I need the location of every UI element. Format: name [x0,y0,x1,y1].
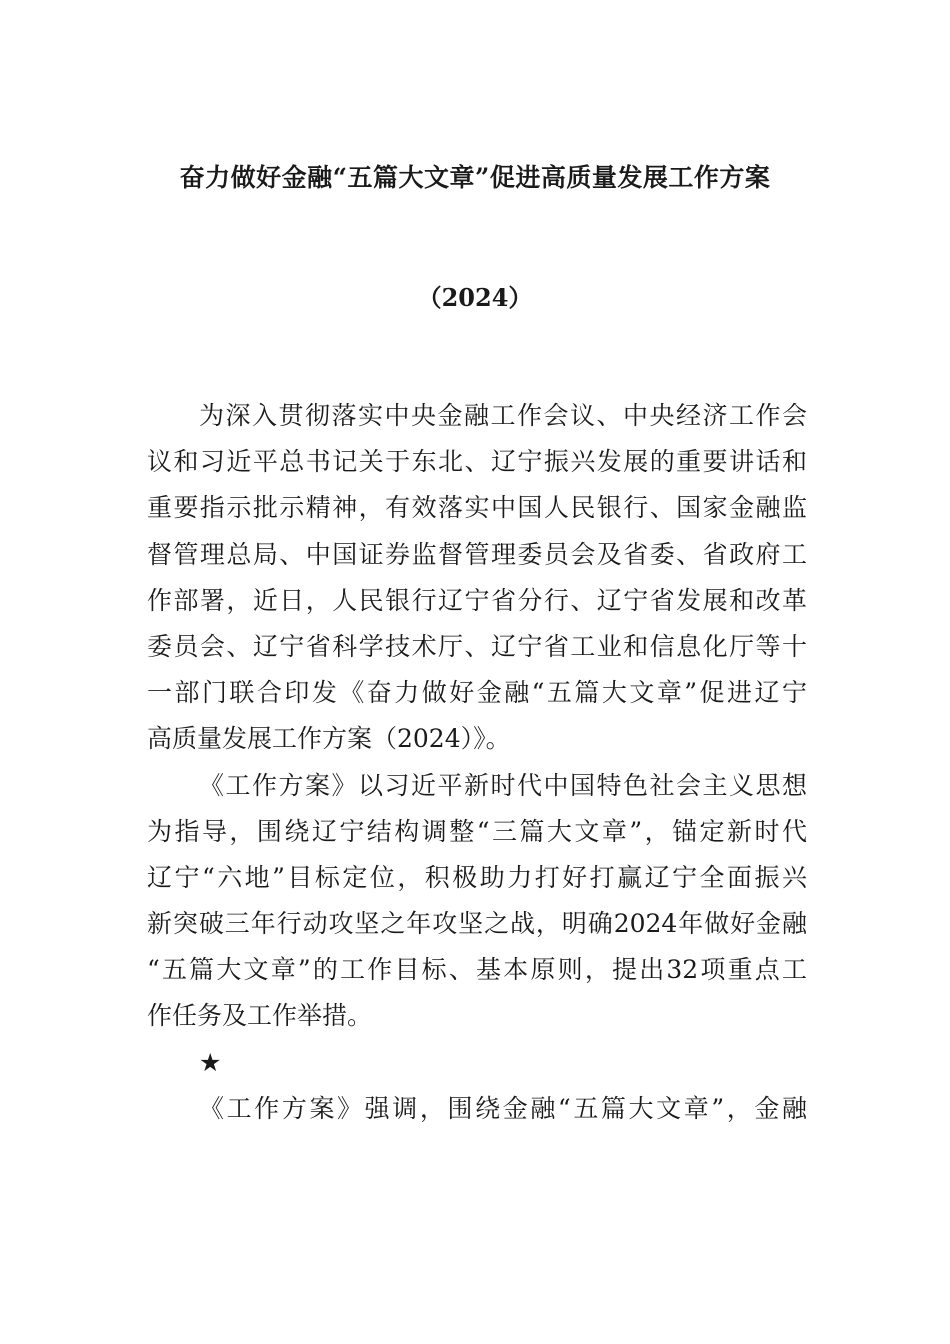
closing-line: 《工作方案》强调，围绕金融“五篇大文章”，金融 [199,1093,807,1123]
paragraph-line: 议和习近平总书记关于东北、辽宁振兴发展的重要讲话和 [147,447,807,477]
paragraph-line: 辽宁“六地”目标定位，积极助力打好打赢辽宁全面振兴 [147,862,807,892]
paragraph-line: “五篇大文章”的工作目标、基本原则，提出32项重点工 [147,955,807,985]
paragraph-line: 作部署，近日，人民银行辽宁省分行、辽宁省发展和改革 [147,585,807,615]
star-icon: ★ [199,1047,222,1077]
document-title: 奋力做好金融“五篇大文章”促进高质量发展工作方案 [179,163,771,192]
paragraph-line: 委员会、辽宁省科学技术厅、辽宁省工业和信息化厅等十 [147,631,807,661]
paragraph [147,763,807,1040]
paragraph-line: 作任务及工作举措。 [147,1001,373,1031]
document-subtitle: （2024） [417,283,533,312]
paragraph-line: 一部门联合印发《奋力做好金融“五篇大文章”促进辽宁 [147,678,807,708]
paragraph-line: 《工作方案》以习近平新时代中国特色社会主义思想 [199,770,807,800]
paragraph-line: 督管理总局、中国证券监督管理委员会及省委、省政府工 [147,539,807,569]
paragraph-line: 为指导，围绕辽宁结构调整“三篇大文章”，锚定新时代 [147,816,807,846]
paragraph-line: 为深入贯彻落实中央金融工作会议、中央经济工作会 [199,401,807,430]
paragraph-line: 重要指示批示精神，有效落实中国人民银行、国家金融监 [147,493,807,523]
paragraph-line: 高质量发展工作方案（2024）》。 [147,724,511,754]
paragraph-line: 新突破三年行动攻坚之年攻坚之战，明确2024年做好金融 [147,909,807,939]
document-body [147,393,807,1132]
paragraph [147,393,807,763]
